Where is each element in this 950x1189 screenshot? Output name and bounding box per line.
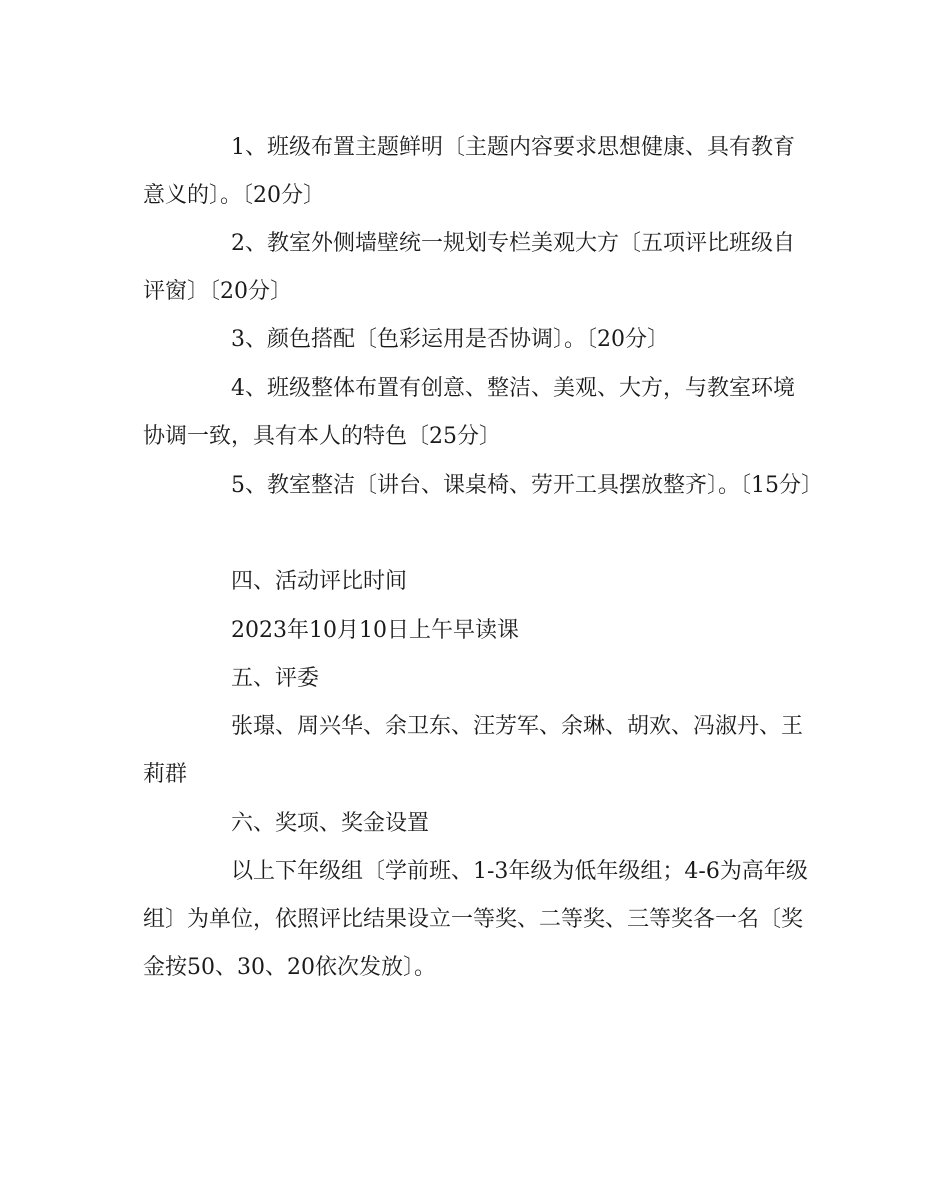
criterion-2: 2、教室外侧墙壁统一规划专栏美观大方〔五项评比班级自评窗〕〔20分〕 xyxy=(143,231,795,304)
section-heading-judges: 五、评委 xyxy=(231,666,320,691)
event-date: 2023年10月10日上午早读课 xyxy=(231,618,519,643)
section-heading-awards: 六、奖项、奖金设置 xyxy=(231,811,430,836)
judges-list: 张璟、周兴华、余卫东、汪芳军、余琳、胡欢、冯淑丹、王莉群 xyxy=(143,714,804,787)
criterion-4: 4、班级整体布置有创意、整洁、美观、大方，与教室环境协调一致，具有本人的特色〔25分〕 xyxy=(143,376,795,449)
section-heading-time: 四、活动评比时间 xyxy=(231,569,408,594)
awards-description: 以上下年级组〔学前班、1-3年级为低年级组；4-6为高年级组〕为单位，依照评比结果设立一等奖、二等奖、三等奖各一名〔奖金按50、30、20依次发放〕。 xyxy=(143,859,808,980)
criterion-1: 1、班级布置主题鲜明〔主题内容要求思想健康、具有教育意义的〕。〔20分〕 xyxy=(143,135,795,208)
criterion-3: 3、颜色搭配〔色彩运用是否协调〕。〔20分〕 xyxy=(231,327,669,352)
criterion-5: 5、教室整洁〔讲台、课桌椅、劳开工具摆放整齐〕。〔15分〕 xyxy=(231,473,823,498)
